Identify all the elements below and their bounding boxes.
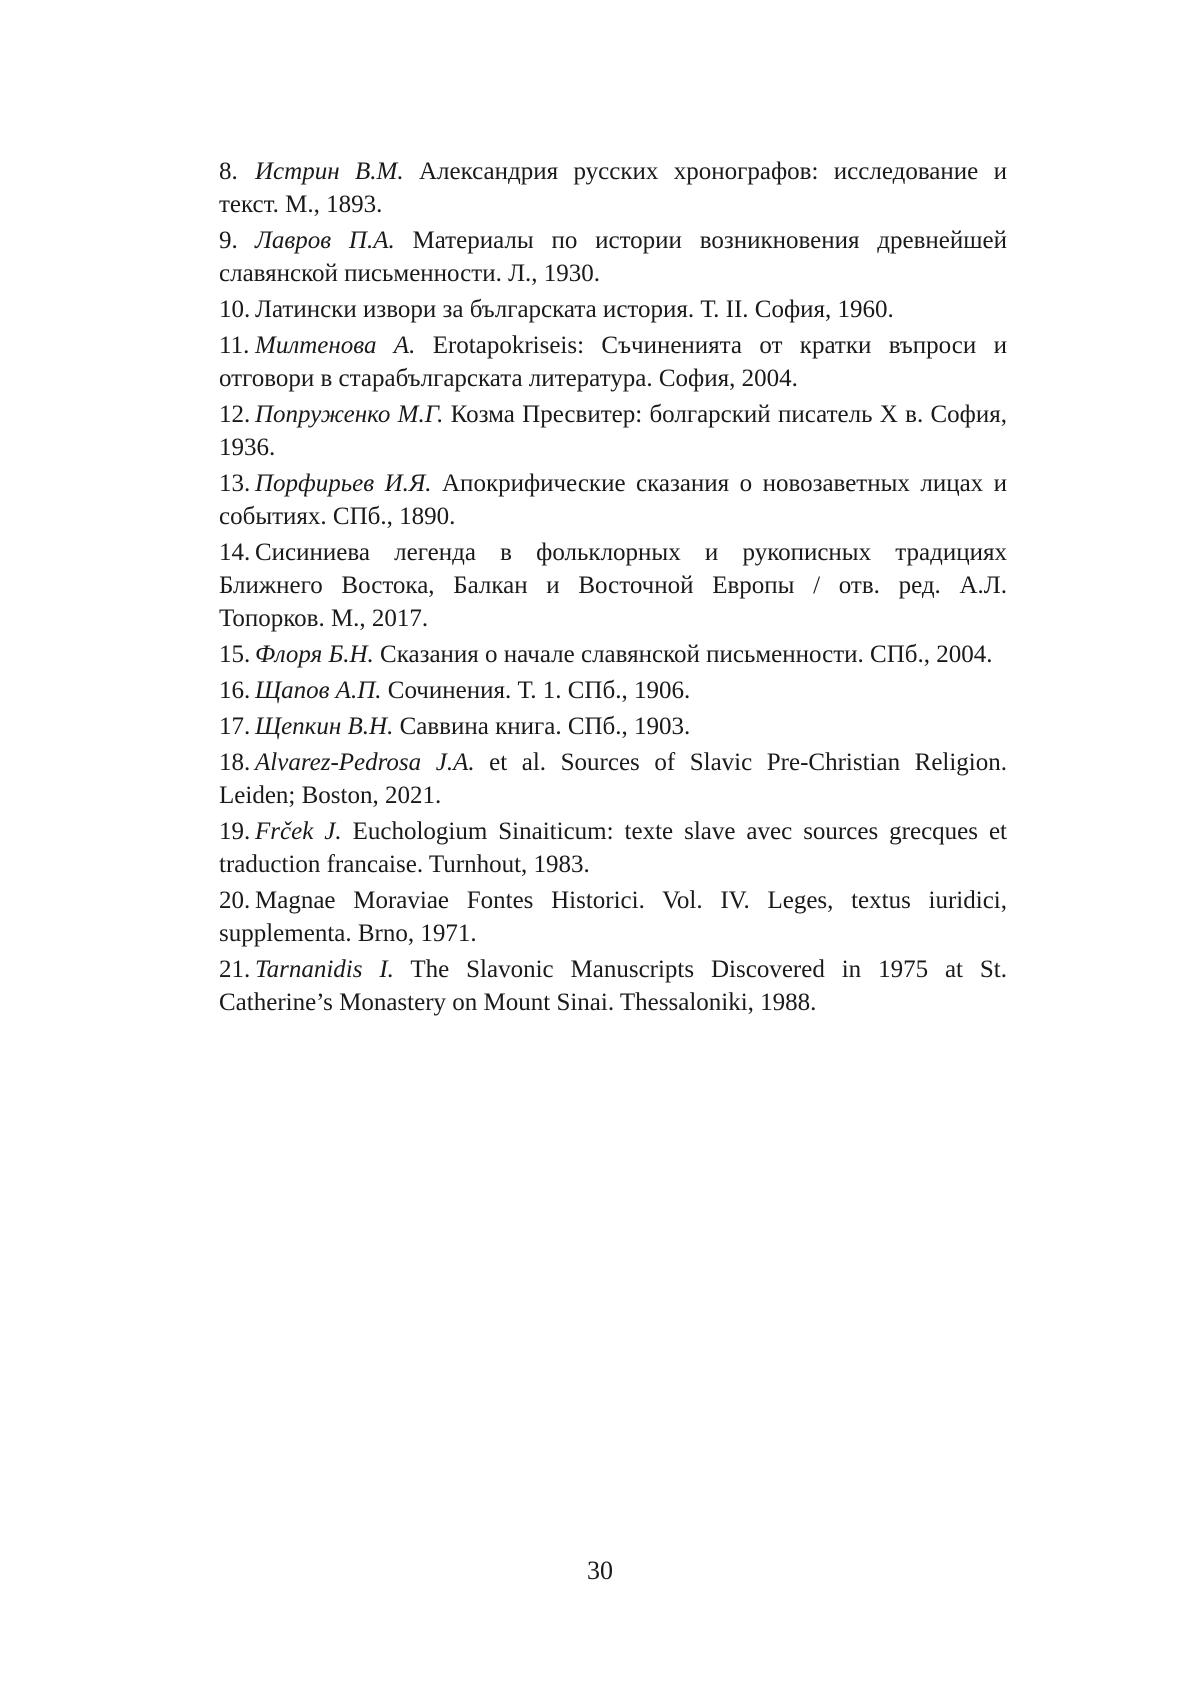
reference-number: 17.	[219, 713, 251, 740]
reference-text: et al. Sources of Slavic Pre-Christian Religion. Leiden; Boston, 2021.	[219, 749, 1007, 809]
reference-item	[219, 746, 1007, 812]
reference-number: 10.	[219, 296, 251, 323]
reference-author: Frček J.	[255, 818, 342, 845]
reference-author: Порфирьев И.Я.	[255, 470, 432, 497]
reference-item	[219, 710, 1007, 743]
reference-number: 15.	[219, 641, 251, 668]
reference-item	[219, 155, 1007, 221]
reference-number: 21.	[219, 956, 251, 983]
reference-item	[219, 398, 1007, 464]
reference-author: Флоря Б.Н.	[255, 641, 374, 668]
reference-number: 12.	[219, 401, 251, 428]
reference-number: 20.	[219, 887, 251, 914]
reference-number: 9.	[219, 227, 238, 254]
reference-text: Апокрифические сказания о новозаветных лицах и событиях. СПб., 1890.	[219, 470, 1007, 530]
reference-text: Magnae Moraviae Fontes Historici. Vol. IV. Leges, textus iuridici, supplementa. Brno, 1971.	[219, 887, 1007, 947]
reference-number: 19.	[219, 818, 251, 845]
reference-author: Лавров П.А.	[255, 227, 395, 254]
reference-number: 14.	[219, 539, 251, 566]
reference-author: Tarnanidis I.	[255, 956, 394, 983]
reference-text: Саввина книга. СПб., 1903.	[393, 713, 691, 740]
reference-item	[219, 536, 1007, 635]
reference-text: Козма Пресвитер: болгарский писатель X в. София, 1936.	[219, 401, 1007, 461]
reference-number: 18.	[219, 749, 251, 776]
reference-item	[219, 884, 1007, 950]
reference-text: Александрия русских хронографов: исследование и текст. М., 1893.	[219, 158, 1008, 218]
reference-author: Милтенова А.	[255, 332, 416, 359]
reference-author: Щапов А.П.	[255, 677, 382, 704]
reference-item	[219, 293, 1007, 326]
reference-number: 11.	[219, 332, 250, 359]
reference-text: Erotapokriseis: Съчиненията от кратки въпроси и отговори в старабългарската литература. София, 2004.	[219, 332, 1008, 392]
reference-text: The Slavonic Manuscripts Discovered in 1975 at St. Catherine’s Monastery on Mount Sinai. Thessaloniki, 1988.	[219, 956, 1007, 1016]
reference-item	[219, 467, 1007, 533]
reference-text: Материалы по истории возникновения древнейшей славянской письменности. Л., 1930.	[219, 227, 1007, 287]
reference-author: Истрин В.М.	[255, 158, 404, 185]
reference-list	[219, 155, 1007, 1019]
page-number: 30	[587, 1556, 613, 1585]
bibliography-page	[219, 155, 1007, 1022]
reference-number: 13.	[219, 470, 251, 497]
reference-text: Сочинения. Т. 1. СПб., 1906.	[381, 677, 691, 704]
reference-text: Сказания о начале славянской письменности. СПб., 2004.	[373, 641, 993, 668]
reference-item	[219, 953, 1007, 1019]
reference-text: Латински извори за българската история. Т. II. София, 1960.	[255, 296, 894, 323]
reference-item	[219, 224, 1007, 290]
reference-text: Сисиниева легенда в фольклорных и рукописных традициях Ближнего Востока, Балкан и Восточной Европы / отв. ред. А.Л. Топорков. М., 2017.	[219, 539, 1007, 632]
reference-author: Щепкин В.Н.	[255, 713, 394, 740]
reference-number: 8.	[219, 158, 238, 185]
reference-author: Alvarez-Pedrosa J.A.	[255, 749, 475, 776]
reference-text: Euchologium Sinaiticum: texte slave avec sources grecques et traduction francaise. Turnhout, 1983.	[219, 818, 1008, 878]
reference-item	[219, 329, 1007, 395]
reference-number: 16.	[219, 677, 251, 704]
reference-item	[219, 815, 1007, 881]
reference-item	[219, 674, 1007, 707]
reference-item	[219, 638, 1007, 671]
reference-author: Попруженко М.Г.	[255, 401, 444, 428]
